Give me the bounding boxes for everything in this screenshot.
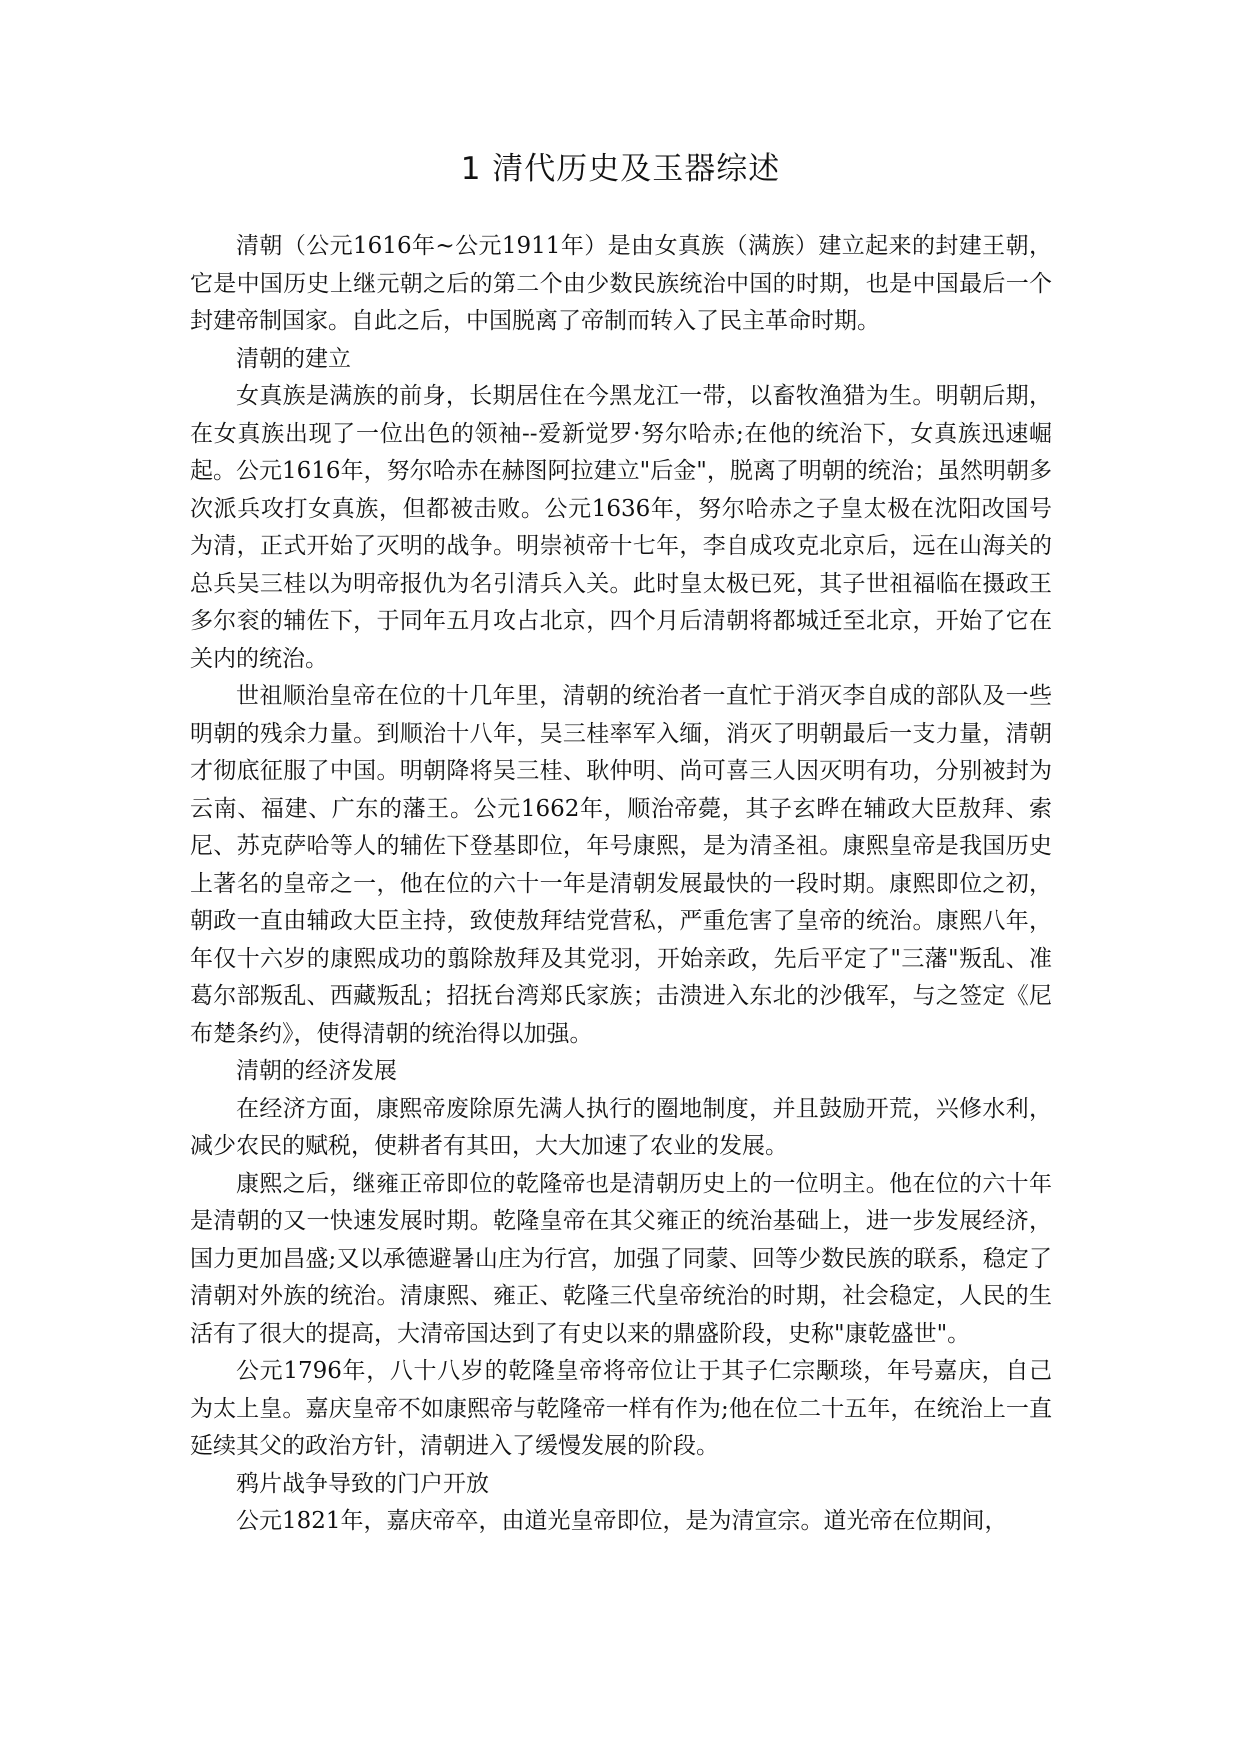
- paragraph-daoguang: 公元1821年，嘉庆帝卒，由道光皇帝即位，是为清宣宗。道光帝在位期间，: [236, 1508, 1008, 1534]
- paragraph-shunzhi-kangxi: 世祖顺治皇帝在位的十几年里，清朝的统治者一直忙于消灭李自成的部队及一些明朝的残余力量。到顺治十八年，吴三桂率军入缅，消灭了明朝最后一支力量，清朝才彻底征服了中国。明朝降将吴三桂、耿仲明、尚可喜三人因灭明有功，分别被封为云南、福建、广东的藩王。公元1662年，顺治帝薨，其子玄晔在辅政大臣敖拜、索尼、苏克萨哈等人的辅佐下登基即位，年号康熙，是为清圣祖。康熙皇帝是我国历史上著名的皇帝之一，他在位的六十一年是清朝发展最快的一段时期。康熙即位之初，朝政一直由辅政大臣主持，致使敖拜结党营私，严重危害了皇帝的统治。康熙八年，年仅十六岁的康熙成功的翦除敖拜及其党羽，开始亲政，先后平定了"三藩"叛乱、准葛尔部叛乱、西藏叛乱；招抚台湾郑氏家族；击溃进入东北的沙俄军，与之签定《尼布楚条约》，使得清朝的统治得以加强。: [190, 683, 1052, 1047]
- paragraph-economy: 在经济方面，康熙帝废除原先满人执行的圈地制度，并且鼓励开荒，兴修水利，减少农民的赋税，使耕者有其田，大大加速了农业的发展。: [190, 1095, 1052, 1159]
- paragraph-intro: 清朝（公元1616年~公元1911年）是由女真族（满族）建立起来的封建王朝，它是中国历史上继元朝之后的第二个由少数民族统治中国的时期，也是中国最后一个封建帝制国家。自此之后，中国脱离了帝制而转入了民主革命时期。: [190, 233, 1052, 334]
- document-body: [190, 228, 1052, 1541]
- paragraph-jurchen: 女真族是满族的前身，长期居住在今黑龙江一带，以畜牧渔猎为生。明朝后期，在女真族出现了一位出色的领袖--爱新觉罗·努尔哈赤;在他的统治下，女真族迅速崛起。公元1616年，努尔哈赤在赫图阿拉建立"后金"，脱离了明朝的统治；虽然明朝多次派兵攻打女真族，但都被击败。公元1636年，努尔哈赤之子皇太极在沈阳改国号为清，正式开始了灭明的战争。明崇祯帝十七年，李自成攻克北京后，远在山海关的总兵吴三桂以为明帝报仇为名引清兵入关。此时皇太极已死，其子世祖福临在摄政王多尔衮的辅佐下，于同年五月攻占北京，四个月后清朝将都城迁至北京，开始了它在关内的统治。: [190, 383, 1052, 672]
- section-heading-founding: 清朝的建立: [236, 345, 351, 372]
- paragraph-jiaqing: 公元1796年，八十八岁的乾隆皇帝将帝位让于其子仁宗颙琰，年号嘉庆，自己为太上皇。嘉庆皇帝不如康熙帝与乾隆帝一样有作为;他在位二十五年，在统治上一直延续其父的政治方针，清朝进入了缓慢发展的阶段。: [190, 1358, 1052, 1459]
- page-title: 1 清代历史及玉器综述: [460, 151, 781, 187]
- section-heading-economy: 清朝的经济发展: [236, 1058, 397, 1084]
- section-heading-opium-war: 鸦片战争导致的门户开放: [236, 1470, 489, 1497]
- paragraph-qianlong: 康熙之后，继雍正帝即位的乾隆帝也是清朝历史上的一位明主。他在位的六十年是清朝的又一快速发展时期。乾隆皇帝在其父雍正的统治基础上，进一步发展经济，国力更加昌盛;又以承德避暑山庄为行宫，加强了同蒙、回等少数民族的联系，稳定了清朝对外族的统治。清康熙、雍正、乾隆三代皇帝统治的时期，社会稳定，人民的生活有了很大的提高，大清帝国达到了有史以来的鼎盛阶段，史称"康乾盛世"。: [190, 1170, 1052, 1347]
